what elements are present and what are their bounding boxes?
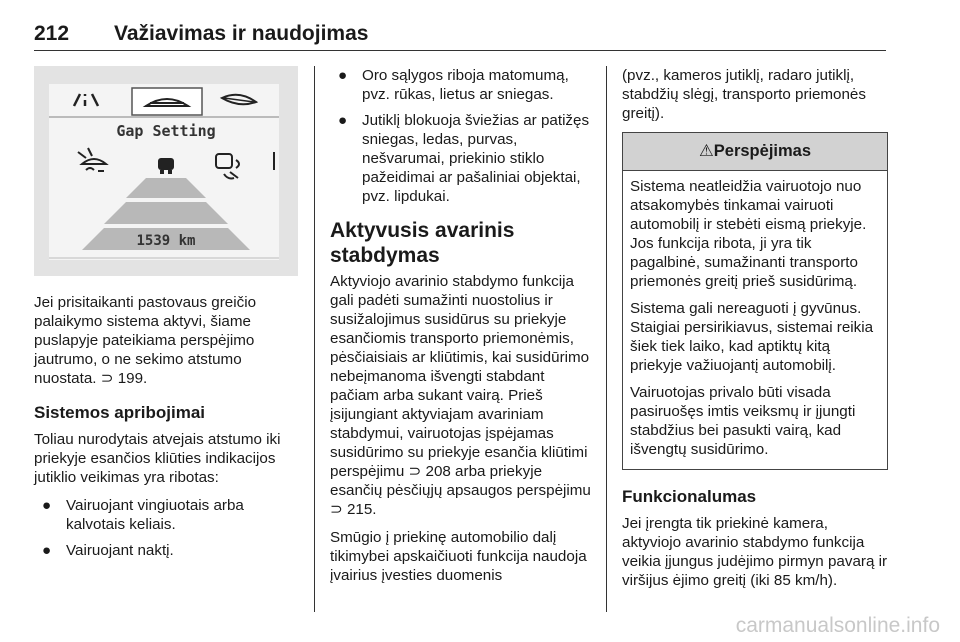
list-item: ● Jutiklį blokuoja šviežias ar patižęs sniegas, ledas, purvas, nešvarumai, priekinio stiklo pažeidimai ar pašaliniai objektai, pvz. lipdukai. xyxy=(338,112,590,205)
aeb-paragraph: Aktyviojo avarinio stabdymo funkcija gali padėti sumažinti nuostolius ir susižalojimus susidūrus su priekyje esančiomis transporto priemonėmis, pėsčiaisiais ar kliūtimis, kai susidūrimo nebeįmanoma išvengti stabdant pačiam arba sukant vairą. Prieš įsijungiant aktyviajam avariniam stabdymui, vairuotojas įspėjamas susidūrimo su priekyje esančia kliūtimi perspėjimu ⊃ 208 arba priekyje esančių pėsčiųjų apsaugos perspėjimu ⊃ 215. xyxy=(330,273,591,518)
column-1 xyxy=(34,66,300,569)
page-header xyxy=(34,22,886,52)
page-ref-icon: ⊃ xyxy=(408,462,422,480)
gap-setting-label: Gap Setting xyxy=(116,122,216,140)
header-rule xyxy=(34,50,886,51)
warning-paragraph: Sistema neatleidžia vairuotojo nuo atsakomybės tinkamai vairuoti automobilį ir stebėti eismą priekyje. Jos funkcija ribota, ji yra tik pagalbinė, sumažinanti transporto priemonės greitį prieš susidūrimą. xyxy=(630,178,867,290)
page-ref[interactable]: 199. xyxy=(117,370,148,387)
warning-paragraph: Vairuotojas privalo būti visada pasiruošęs imtis veiksmų ir įjungti stabdžius bei pasukti vairą, kad išvengtų susidūrimo. xyxy=(630,384,856,458)
section-heading: Aktyvusis avarinis stabdymas xyxy=(330,219,515,267)
limits-list xyxy=(34,496,300,560)
list-item: ● Vairuojant vingiuotais arba kalvotais keliais. xyxy=(42,497,244,533)
page-ref-icon: ⊃ xyxy=(100,369,114,387)
page-ref-icon: ⊃ xyxy=(330,500,343,518)
page-ref[interactable]: 208 arba priekyje esančių pėsčiųjų apsaugos perspėjimu xyxy=(330,463,591,499)
watermark: carmanualsonline.info xyxy=(735,614,940,637)
warning-body xyxy=(623,171,887,469)
impact-paragraph: Smūgio į priekinę automobilio dalį tikimybei apskaičiuoti funkcija naudoja įvairius įvesties duomenis xyxy=(330,529,587,584)
continued-paragraph: (pvz., kameros jutiklį, radaro jutiklį, stabdžių slėgį, transporto priemonės greitį). xyxy=(622,67,866,122)
page-ref[interactable]: 215. xyxy=(346,501,377,518)
limits-intro: Toliau nurodytais atvejais atstumo iki priekyje esančios kliūties indikacijos jutiklio veikimas yra ribotas: xyxy=(34,431,281,486)
limits-heading: Sistemos apribojimai xyxy=(34,403,205,422)
page-title: Važiavimas ir naudojimas xyxy=(114,22,369,45)
intro-text: Jei prisitaikanti pastovaus greičio palaikymo sistema aktyvi, šiame puslapyje pateikiama perspėjimo jautrumo, o ne sekimo atstumo nuostata. xyxy=(34,294,257,387)
warning-paragraph: Sistema gali nereaguoti į gyvūnus. Staigiai persirikiavus, sistemai reikia šiek tiek laiko, kad aptiktų kitą priekyje važiuojantį automobilį. xyxy=(630,300,874,374)
list-item: ● Vairuojant naktį. xyxy=(42,542,174,559)
warning-icon: ⚠ xyxy=(698,142,714,160)
limits-list-continued xyxy=(330,66,592,206)
functionality-heading: Funkcionalumas xyxy=(622,487,757,506)
warning-box xyxy=(622,132,888,470)
column-3 xyxy=(622,66,888,599)
functionality-paragraph: Jei įrengta tik priekinė kamera, aktyviojo avarinio stabdymo funkcija veikia įjungus judėjimo pirmyn pavarą ir viršijus ėjimo greitį (iki 85 km/h). xyxy=(622,515,888,589)
column-2 xyxy=(330,66,592,594)
list-item: ● Oro sąlygos riboja matomumą, pvz. rūkas, lietus ar sniegas. xyxy=(338,67,569,103)
intro-paragraph xyxy=(34,293,300,388)
column-divider xyxy=(314,66,315,612)
column-divider xyxy=(606,66,607,612)
warning-header xyxy=(623,133,887,171)
odometer-readout: 1539 km xyxy=(136,233,196,249)
page-number: 212 xyxy=(34,22,70,45)
warning-title: Perspėjimas xyxy=(713,142,812,160)
display-screenshot xyxy=(34,66,298,276)
